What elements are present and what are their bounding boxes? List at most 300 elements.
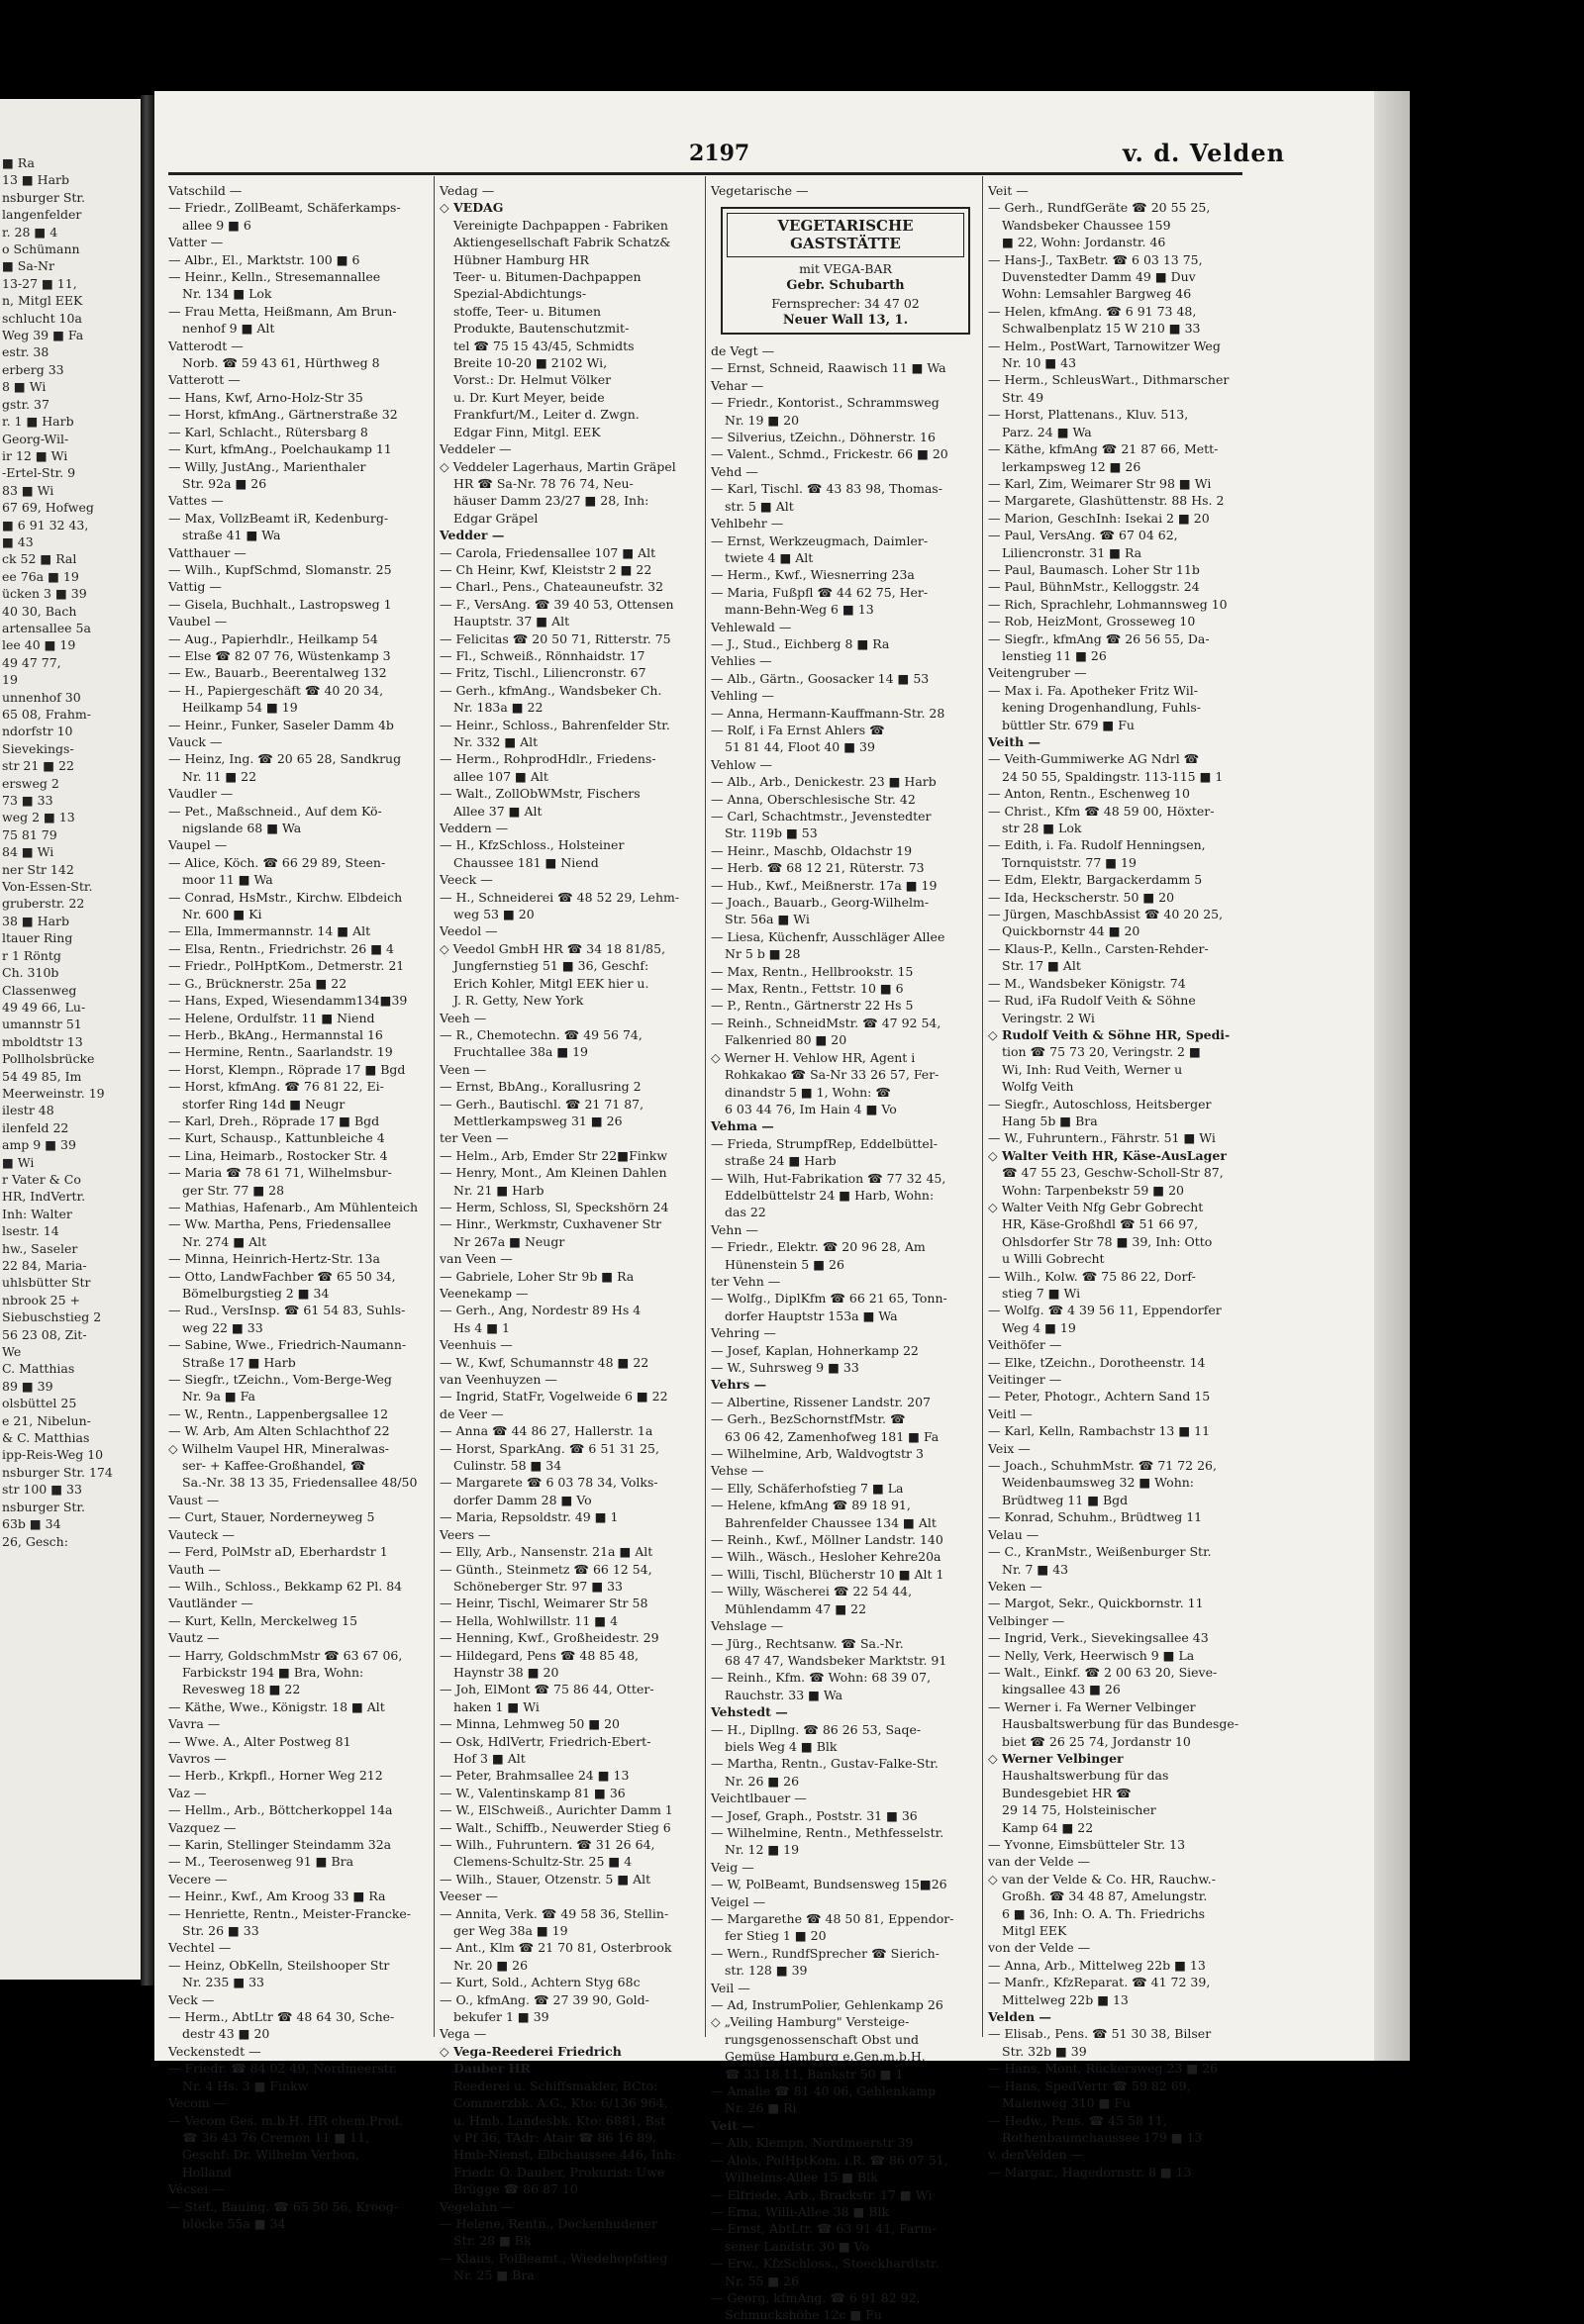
fragment-line: olsbüttel 25 [2,1396,77,1411]
directory-entry: — Valent., Schmd., Frickestr. 66 ■ 20 [711,446,948,462]
fragment-line: r. 28 ■ 4 [2,224,58,240]
directory-entry: — H., Schneiderei ☎ 48 52 29, Lehm- [440,889,680,905]
directory-entry: tel ☎ 75 15 43/45, Schmidts [453,338,635,353]
surname-heading: Vedag — [440,183,495,198]
fragment-line: ilenfeld 22 [2,1119,69,1135]
directory-entry: — Wilh., Fuhruntern. ☎ 31 26 64, [440,1837,655,1852]
surname-heading: Veers — [440,1526,491,1542]
directory-entry: Str. 119b ■ 53 [725,825,818,841]
directory-entry: Friedr. O. Dauber, Prokurist: Uwe [453,2164,665,2179]
directory-entry: — Hella, Wohlwillstr. 11 ■ 4 [440,1612,619,1628]
directory-entry: — Wilhelmine, Arb, Waldvogtstr 3 [711,1446,924,1462]
fragment-line: HR, IndVertr. [2,1189,86,1205]
directory-entry: Nr. 26 ■ Ri [725,2100,797,2116]
directory-entry: — M., Wandsbeker Königstr. 74 [988,975,1186,991]
directory-entry: — Hans, Exped, Wiesendamm134■39 [168,993,408,1009]
directory-entry: Gemüse Hamburg e.Gen.m.b.H. [725,2049,926,2065]
surname-heading: Vehslage — [711,1618,784,1634]
directory-entry: büttler Str. 679 ■ Fu [1002,717,1135,732]
directory-entry: Str. 28 ■ Bk [453,2233,532,2249]
directory-entry: — Aug., Papierhdlr., Heilkamp 54 [168,630,378,646]
surname-heading: Veeck — [440,872,493,888]
directory-entry: — Wilhelmine, Rentn., Methfesselstr. [711,1824,944,1840]
directory-entry: — Max, Rentn., Hellbrookstr. 15 [711,963,914,979]
fragment-line: Inh: Walter [2,1206,72,1221]
directory-entry: — Hedw., Pens. ☎ 45 58 11, [988,2112,1167,2128]
directory-entry: Frankfurt/M., Leiter d. Zwgn. [453,407,640,423]
directory-entry: Weidenbaumsweg 32 ■ Wohn: [1002,1475,1195,1491]
directory-entry: — Friedr., PolHptKom., Detmerstr. 21 [168,958,405,974]
directory-entry: Parz. 24 ■ Wa [1002,424,1092,439]
directory-entry: — Kurt, Sold., Achtern Styg 68c [440,1975,641,1990]
directory-entry: — Wilh., Schloss., Bekkamp 62 Pl. 84 [168,1578,403,1594]
directory-entry: — Friedr. ☎ 84 02 49, Nordmeerstr. [168,2061,398,2077]
directory-entry: — Heinr., Funker, Saseler Damm 4b [168,717,394,732]
directory-entry: ger Str. 77 ■ 28 [182,1182,285,1198]
directory-entry: Hausbaltswerbung für das Bundesge- [1002,1716,1239,1732]
directory-entry: — Horst, Plattenans., Kluv. 513, [988,407,1189,423]
surname-heading: Veddern — [440,821,509,836]
directory-entry: — Gerh., BezSchornstfMstr. ☎ [711,1411,906,1427]
fragment-line: erberg 33 [2,361,64,377]
directory-entry: Wolfg Veith [1002,1079,1074,1095]
directory-entry: — Reinh., Kwf., Möllner Landstr. 140 [711,1532,943,1548]
directory-entry: Duvenstedter Damm 49 ■ Duv [1002,269,1196,285]
directory-entry: ser- + Kaffee-Großhandel, ☎ [182,1458,366,1474]
directory-entry: — Heinz, Ing. ☎ 20 65 28, Sandkrug [168,751,402,767]
directory-entry: Hang 5b ■ Bra [1002,1113,1098,1128]
directory-entry: — Vecom Ges. m.b.H. HR chem.Prod. [168,2112,403,2128]
fragment-line: 63b ■ 34 [2,1516,61,1532]
surname-heading: Veeser — [440,1888,498,1904]
directory-entry: Erich Kohler, Mitgl EEK hier u. [453,975,649,991]
directory-entry: Veringstr. 2 Wi [1002,1010,1095,1025]
directory-entry: Nr. 25 ■ Bra [453,2268,535,2283]
directory-entry: storfer Ring 14d ■ Neugr [182,1096,346,1112]
directory-entry: — Helm., Arb, Emder Str 22■Finkw [440,1147,668,1163]
directory-entry: — O., kfmAng. ☎ 27 39 90, Gold- [440,1991,649,2007]
directory-entry: — Rud., VersInsp. ☎ 61 54 83, Suhls- [168,1303,406,1318]
fragment-line: ■ Sa-Nr [2,258,54,274]
directory-entry: Eddelbüttelstr 24 ■ Harb, Wohn: [725,1187,935,1203]
directory-entry: — Fritz, Tischl., Liliencronstr. 67 [440,665,646,681]
directory-entry: Nr. 274 ■ Alt [182,1233,267,1249]
directory-entry: — Wilh., Stauer, Otzenstr. 5 ■ Alt [440,1871,651,1887]
surname-heading: Vehlbehr — [711,516,784,532]
directory-entry: — Anna, Arb., Mittelweg 22b ■ 13 [988,1957,1206,1973]
fragment-line: schlucht 10a [2,310,82,326]
running-head: v. d. Velden [1123,139,1286,167]
directory-entry: str 28 ■ Lok [1002,821,1082,836]
fragment-line: Classenweg [2,982,77,998]
surname-heading: Vécsei — [168,2181,225,2197]
directory-entry: — Hellm., Arb., Böttcherkoppel 14a [168,1802,393,1818]
directory-entry: Bahrenfelder Chaussee 134 ■ Alt [725,1514,937,1530]
surname-heading: Vehlies — [711,653,772,669]
directory-entry: Haynstr 38 ■ 20 [453,1664,559,1680]
surname-heading: Veig — [711,1859,754,1875]
directory-entry: Hübner Hamburg HR [453,251,589,267]
left-page-fragment [0,99,148,1980]
surname-heading: Vauteck — [168,1526,235,1542]
directory-entry: u Willi Gobrecht [1002,1251,1105,1267]
directory-entry: v Pf 36, TAdr: Atair ☎ 86 16 89, [453,2129,657,2145]
directory-entry: Nr. 332 ■ Alt [453,734,539,749]
directory-entry: Allee 37 ■ Alt [453,803,543,819]
surname-heading: Vavros — [168,1750,227,1766]
directory-entry: — Margarete, Glashüttenstr. 88 Hs. 2 [988,493,1225,509]
fragment-line: str 21 ■ 22 [2,758,74,774]
fragment-line: 22 84, Maria- [2,1258,87,1273]
surname-heading: Vecom — [168,2095,227,2111]
directory-entry: — H., Dipllng. ☎ 86 26 53, Saqe- [711,1721,922,1737]
surname-heading: van Veenhuyzen — [440,1372,557,1388]
surname-heading: Veigel — [711,1893,766,1909]
directory-entry: — Hermine, Rentn., Saarlandstr. 19 [168,1044,393,1060]
directory-entry: — Max i. Fa. Apotheker Fritz Wil- [988,682,1198,698]
directory-entry: ■ 22, Wohn: Jordanstr. 46 [1002,235,1166,250]
directory-entry: — Ida, Heckscherstr. 50 ■ 20 [988,889,1175,905]
directory-entry: ☎ 33 18 11, Bankstr 50 ■ 1 [725,2066,904,2082]
directory-entry: — P., Rentn., Gärtnerstr 22 Hs 5 [711,998,914,1014]
directory-entry: — Annita, Verk. ☎ 49 58 36, Stellin- [440,1905,669,1921]
directory-entry: weg 53 ■ 20 [453,907,535,922]
directory-entry: — W., Fuhruntern., Fährstr. 51 ■ Wi [988,1130,1216,1146]
directory-entry: — Joh, ElMont ☎ 75 86 44, Otter- [440,1682,654,1697]
directory-entry: — Alb., Arb., Denickestr. 23 ■ Harb [711,774,937,790]
directory-entry: — W. Arb, Am Alten Schlachthof 22 [168,1423,390,1439]
column-4 [988,182,1247,2180]
directory-entry: — Henry, Mont., Am Kleinen Dahlen [440,1165,667,1181]
directory-entry: fer Stieg 1 ■ 20 [725,1928,827,1944]
directory-entry: Revesweg 18 ■ 22 [182,1682,301,1697]
directory-entry: — Friedr., ZollBeamt, Schäferkamps- [168,200,401,216]
fragment-line: -Ertel-Str. 9 [2,465,76,481]
directory-entry: HR ☎ Sa-Nr. 78 76 74, Neu- [453,475,634,491]
surname-heading: Veedol — [440,923,498,939]
directory-entry: — Manfr., KfzReparat. ☎ 41 72 39, [988,1975,1211,1990]
fragment-line: 73 ■ 33 [2,793,53,809]
ad-line3: Fernsprecher: 34 47 02 [771,295,920,311]
directory-entry: kingsallee 43 ■ 26 [1002,1682,1121,1697]
fragment-line: ücken 3 ■ 39 [2,586,87,602]
fragment-line: langenfelder [2,207,82,223]
surname-heading: Vegelahn — [440,2198,514,2214]
directory-entry: Aktiengesellschaft Fabrik Schatz& [453,235,671,250]
directory-entry: — Wilh, Hut-Fabrikation ☎ 77 32 45, [711,1170,946,1186]
directory-entry: Hünenstein 5 ■ 26 [725,1256,844,1272]
directory-entry: — Willy, JustAng., Marienthaler [168,458,366,474]
directory-entry: Quickbornstr 44 ■ 20 [1002,923,1140,939]
directory-entry: — Ingrid, StatFr, Vogelweide 6 ■ 22 [440,1389,668,1404]
directory-entry: — Heinr., Kwf., Am Kroog 33 ■ Ra [168,1888,386,1904]
directory-entry: stieg 7 ■ Wi [1002,1286,1081,1301]
surname-heading: Vauck — [168,734,223,749]
directory-entry: — Silverius, tZeichn., Döhnerstr. 16 [711,430,936,445]
directory-entry: — Gerh., Ang, Nordestr 89 Hs 4 [440,1303,642,1318]
surname-heading: van Veen — [440,1251,513,1267]
directory-entry: biels Weg 4 ■ Blk [725,1738,838,1754]
directory-entry: — Henning, Kwf., Großheidestr. 29 [440,1630,659,1646]
surname-heading: Veeh — [440,1010,487,1025]
directory-entry: 63 06 42, Zamenhofweg 181 ■ Fa [725,1428,940,1444]
directory-entry: Reederei u. Schiffsmakler, BCto: [453,2078,658,2093]
fragment-line: 89 ■ 39 [2,1378,53,1394]
surname-heading: Vega — [440,2026,487,2042]
surname-heading: Velden — [988,2009,1051,2025]
column-divider [434,176,435,2037]
directory-entry: — Joach., SchuhmMstr. ☎ 71 72 26, [988,1458,1217,1474]
directory-entry: u. Dr. Kurt Meyer, beide [453,389,605,405]
directory-entry: — Wolfg., DiplKfm ☎ 66 21 65, Tonn- [711,1291,947,1307]
directory-entry: Nr. 9a ■ Fa [182,1389,255,1404]
fragment-line: 84 ■ Wi [2,844,54,860]
directory-entry: Nr. 12 ■ 19 [725,1842,800,1858]
directory-entry: — Gisela, Buchhalt., Lastropsweg 1 [168,596,392,612]
fragment-line: 49 47 77, [2,654,61,670]
fragment-line: 13 ■ Harb [2,172,69,188]
directory-entry: — Ferd, PolMstr aD, Eberhardstr 1 [168,1544,388,1560]
directory-entry: Str. 17 ■ Alt [1002,958,1081,974]
directory-entry: straße 24 ■ Harb [725,1153,837,1169]
directory-entry: ◇ Rudolf Veith & Söhne HR, Spedi- [988,1026,1231,1042]
directory-entry: Rohkakao ☎ Sa-Nr 33 26 57, Fer- [725,1067,940,1083]
fragment-line: Weg 39 ■ Fa [2,328,84,343]
surname-heading: Vautländer — [168,1596,253,1611]
fragment-line: 83 ■ Wi [2,482,54,498]
surname-heading: Vehn — [711,1221,758,1237]
surname-heading: Vazquez — [168,1819,237,1835]
fragment-line: amp 9 ■ 39 [2,1137,76,1153]
directory-entry: Maienweg 310 ■ Fu [1002,2095,1132,2111]
directory-entry: J. R. Getty, New York [453,993,584,1009]
surname-heading: Vaz — [168,1785,207,1800]
directory-entry: ◇ „Veiling Hamburg" Versteige- [711,2014,910,2030]
directory-entry: — Heinr., Kelln., Stresemannallee [168,269,381,285]
directory-entry: ◇ Werner Velbinger [988,1750,1124,1766]
directory-entry: — Felicitas ☎ 20 50 71, Ritterstr. 75 [440,630,671,646]
directory-entry: Brügge ☎ 86 87 10 [453,2181,578,2197]
directory-entry: — Kurt, kfmAng., Poelchaukamp 11 [168,441,392,457]
directory-entry: — Edm, Elektr, Bargackerdamm 5 [988,872,1203,888]
directory-entry: Nr. 21 ■ Harb [453,1182,544,1198]
fragment-line: nbrook 25 + [2,1292,80,1307]
directory-entry: Nr. 600 ■ Ki [182,907,262,922]
directory-entry: nenhof 9 ■ Alt [182,321,275,337]
fragment-line: o Schümann [2,242,80,257]
directory-entry: — Albertine, Rissener Landstr. 207 [711,1394,931,1409]
directory-entry: — Käthe, Wwe., Königstr. 18 ■ Alt [168,1698,385,1714]
directory-entry: nigslande 68 ■ Wa [182,821,302,836]
surname-heading: Vehar — [711,377,764,393]
fragment-line: estr. 38 [2,344,50,360]
fragment-line: ee 76a ■ 19 [2,568,79,584]
directory-entry: — Margarethe ☎ 48 50 81, Eppendor- [711,1911,954,1926]
surname-heading: Veith — [988,734,1040,749]
directory-entry: — Hub., Kwf., Meißnerstr. 17a ■ 19 [711,877,938,893]
directory-entry: — Horst, kfmAng., Gärtnerstraße 32 [168,407,398,423]
directory-entry: — W., Kwf, Schumannstr 48 ■ 22 [440,1354,649,1370]
directory-entry: — Hans, SpedVertr ☎ 59 82 69, [988,2078,1191,2093]
directory-entry: Culinstr. 58 ■ 34 [453,1458,562,1474]
directory-entry: — Gerh., kfmAng., Wandsbeker Ch. [440,682,662,698]
directory-entry: Schwalbenplatz 15 W 210 ■ 33 [1002,321,1201,337]
directory-entry: — Kurt, Kelln, Merckelweg 15 [168,1612,358,1628]
directory-entry: Produkte, Bautenschutzmit- [453,321,630,337]
directory-entry: Nr. 10 ■ 43 [1002,355,1077,371]
directory-entry: — Heinr., Schloss., Bahrenfelder Str. [440,717,670,732]
directory-entry: — H., KfzSchloss., Holsteiner [440,837,625,853]
directory-entry: — Helen, kfmAng. ☎ 6 91 73 48, [988,303,1197,319]
directory-entry: destr 43 ■ 20 [182,2026,270,2042]
directory-entry: — Ew., Bauarb., Beerentalweg 132 [168,665,387,681]
directory-entry: Jungfernstieg 51 ■ 36, Geschf: [453,958,649,974]
fragment-line: r Vater & Co [2,1171,81,1187]
directory-entry: — C., KranMstr., Weißenburger Str. [988,1544,1212,1560]
directory-entry: — Amalie ☎ 81 40 06, Gehlenkamp [711,2083,937,2099]
directory-entry: Nr. 235 ■ 33 [182,1975,265,1990]
surname-heading: Vaudler — [168,786,234,802]
directory-entry: — Herm, Schloss, Sl, Speckshörn 24 [440,1199,669,1214]
fragment-line: 67 69, Hofweg [2,500,94,516]
directory-entry: — Anna, Oberschlesische Str. 42 [711,791,916,807]
surname-heading: Vehlewald — [711,619,792,634]
surname-heading: Vatter — [168,235,224,250]
directory-entry: Commerzbk. A.G., Kto: 6/136 964, [453,2095,668,2111]
directory-entry: Nr. 134 ■ Lok [182,286,272,302]
directory-entry: Nr. 55 ■ 26 [725,2273,800,2288]
directory-entry: Nr. 7 ■ 43 [1002,1561,1069,1577]
directory-entry: — Horst, kfmAng. ☎ 76 81 22, Ei- [168,1079,384,1095]
directory-entry: dinandstr 5 ■ 1, Wohn: ☎ [725,1084,891,1100]
directory-entry: ◇ Walter Veith Nfg Gebr Gobrecht [988,1199,1204,1214]
surname-heading: Vavra — [168,1716,221,1732]
directory-entry: — Karl, Schlacht., Rütersbarg 8 [168,424,368,439]
directory-entry: — Erna, Willi-Allee 38 ■ Blk [711,2203,890,2219]
directory-entry: Großh. ☎ 34 48 87, Amelungstr. [1002,1888,1208,1904]
directory-entry: — Heinz, ObKelln, Steilshooper Str [168,1957,390,1973]
directory-entry: Str. 92a ■ 26 [182,475,267,491]
directory-entry: Nr. 183a ■ 22 [453,700,544,716]
directory-entry: — Wern., RundfSprecher ☎ Sierich- [711,1945,940,1961]
directory-entry: str. 128 ■ 39 [725,1963,808,1979]
directory-entry: — Herb. ☎ 68 12 21, Rüterstr. 73 [711,860,925,876]
surname-heading: von der Velde — [988,1940,1091,1956]
directory-entry: — Anton, Rentn., Eschenweg 10 [988,786,1190,802]
surname-heading: Veenekamp — [440,1286,529,1301]
fragment-line: C. Matthias [2,1361,75,1377]
directory-entry: stoffe, Teer- u. Bitumen [453,303,602,319]
fragment-line: & C. Matthias [2,1430,90,1446]
directory-entry: — Ingrid, Verk., Sievekingsallee 43 [988,1630,1209,1646]
directory-entry: moor 11 ■ Wa [182,872,273,888]
surname-heading: Veithöfer — [988,1337,1062,1353]
surname-heading: Veit — [988,183,1029,198]
directory-entry: Kamp 64 ■ 22 [1002,1819,1094,1835]
directory-entry: Chaussee 181 ■ Niend [453,854,599,870]
directory-entry: — Ww. Martha, Pens, Friedensallee [168,1216,391,1232]
directory-entry: — Max, VollzBeamt iR, Kedenburg- [168,510,389,526]
directory-entry: Str. 49 [1002,389,1044,405]
directory-entry: — Erw., KfzSchloss., Stoeckhardtstr. [711,2256,940,2272]
directory-entry: — Konrad, Schuhm., Brüdtweg 11 [988,1509,1203,1525]
fragment-line: e 21, Nibelun- [2,1412,91,1428]
directory-entry: — Anna, Hermann-Kauffmann-Str. 28 [711,705,945,721]
directory-entry: — W., Rentn., Lappenbergsallee 12 [168,1405,389,1421]
directory-entry: — M., Teerosenweg 91 ■ Bra [168,1854,354,1870]
directory-entry: — Rud, iFa Rudolf Veith & Söhne [988,993,1196,1009]
fragment-line: weg 2 ■ 13 [2,810,75,825]
directory-entry: Norb. ☎ 59 43 61, Hürthweg 8 [182,355,380,371]
directory-entry: — Heinr, Tischl, Weimarer Str 58 [440,1596,648,1611]
surname-heading: Veck — [168,1991,215,2007]
directory-entry: haken 1 ■ Wi [453,1698,540,1714]
directory-entry: tion ☎ 75 73 20, Veringstr. 2 ■ [1002,1044,1201,1060]
directory-entry: — Werner i. Fa Werner Velbinger [988,1698,1196,1714]
fragment-line: Sievekings- [2,740,74,756]
fragment-line: r. 1 ■ Harb [2,414,74,430]
directory-entry: biet ☎ 26 25 74, Jordanstr 10 [1002,1733,1191,1749]
directory-entry: Mühlendamm 47 ■ 22 [725,1600,867,1616]
directory-entry: — Josef, Graph., Poststr. 31 ■ 36 [711,1807,918,1823]
surname-heading: Vehling — [711,688,774,704]
directory-entry: — Ad, InstrumPolier, Gehlenkamp 26 [711,1997,943,2013]
directory-entry: — Paul, VersAng. ☎ 67 04 62, [988,528,1178,543]
directory-entry: — Karl, Kelln, Rambachstr 13 ■ 11 [988,1423,1211,1439]
directory-entry: allee 9 ■ 6 [182,217,251,233]
directory-entry: Schmuckshöhe 12c ■ Fu [725,2307,882,2323]
directory-entry: — Ant., Klm ☎ 21 70 81, Osterbrook [440,1940,672,1956]
directory-entry: weg 22 ■ 33 [182,1319,263,1335]
directory-entry: Heilkamp 54 ■ 19 [182,700,298,716]
directory-entry: — Siegfr., kfmAng ☎ 26 56 55, Da- [988,630,1210,646]
directory-entry: — Alice, Köch. ☎ 66 29 89, Steen- [168,854,386,870]
surname-heading: Vegetarische — [711,183,809,198]
directory-entry: Str. 26 ■ 33 [182,1923,259,1939]
directory-entry: — Käthe, kfmAng ☎ 21 87 66, Mett- [988,441,1219,457]
directory-entry: — Georg, kfmAng. ☎ 6 91 82 92, [711,2289,921,2305]
surname-heading: Veil — [711,1980,750,1995]
column-3 [711,182,976,2324]
directory-entry: — Josef, Kaplan, Hohnerkamp 22 [711,1342,919,1358]
directory-entry: — Walt., Schiffb., Neuwerder Stieg 6 [440,1819,671,1835]
directory-entry: — Wilh., Kolw. ☎ 75 86 22, Dorf- [988,1268,1196,1284]
surname-heading: v. denVelden — [988,2147,1084,2163]
directory-entry: — Marion, GeschInh: Isekai 2 ■ 20 [988,510,1210,526]
directory-entry: Mittelweg 22b ■ 13 [1002,1991,1129,2007]
surname-heading: Velbinger — [988,1612,1065,1628]
fragment-line: lsestr. 14 [2,1223,59,1239]
fragment-line: ipp-Reis-Weg 10 [2,1447,104,1463]
fragment-line: We [2,1344,22,1360]
directory-entry: ◇ Wilhelm Vaupel HR, Mineralwas- [168,1440,389,1456]
fragment-line: n, Mitgl EEK [2,293,83,309]
surname-heading: Vehd — [711,463,758,479]
fragment-line: 49 49 66, Lu- [2,999,86,1015]
ad-line1: mit VEGA-BAR [799,261,892,277]
fragment-line: 40 30, Bach [2,603,77,619]
directory-entry: — Kurt, Schausp., Kattunbleiche 4 [168,1130,385,1146]
directory-entry: — Siegfr., Autoschloss, Heitsberger [988,1096,1212,1112]
surname-heading: Vaust — [168,1492,220,1507]
fragment-line: ck 52 ■ Ral [2,551,77,567]
surname-heading: Veichtlbauer — [711,1791,807,1806]
directory-entry: ☎ 36 43 76 Cremon 11 ■ 11, [182,2129,370,2145]
surname-heading: Veckenstedt — [168,2043,261,2059]
surname-heading: de Veer — [440,1405,504,1421]
surname-heading: Veitengruber — [988,665,1087,681]
fragment-line: 54 49 85, Im [2,1068,82,1084]
